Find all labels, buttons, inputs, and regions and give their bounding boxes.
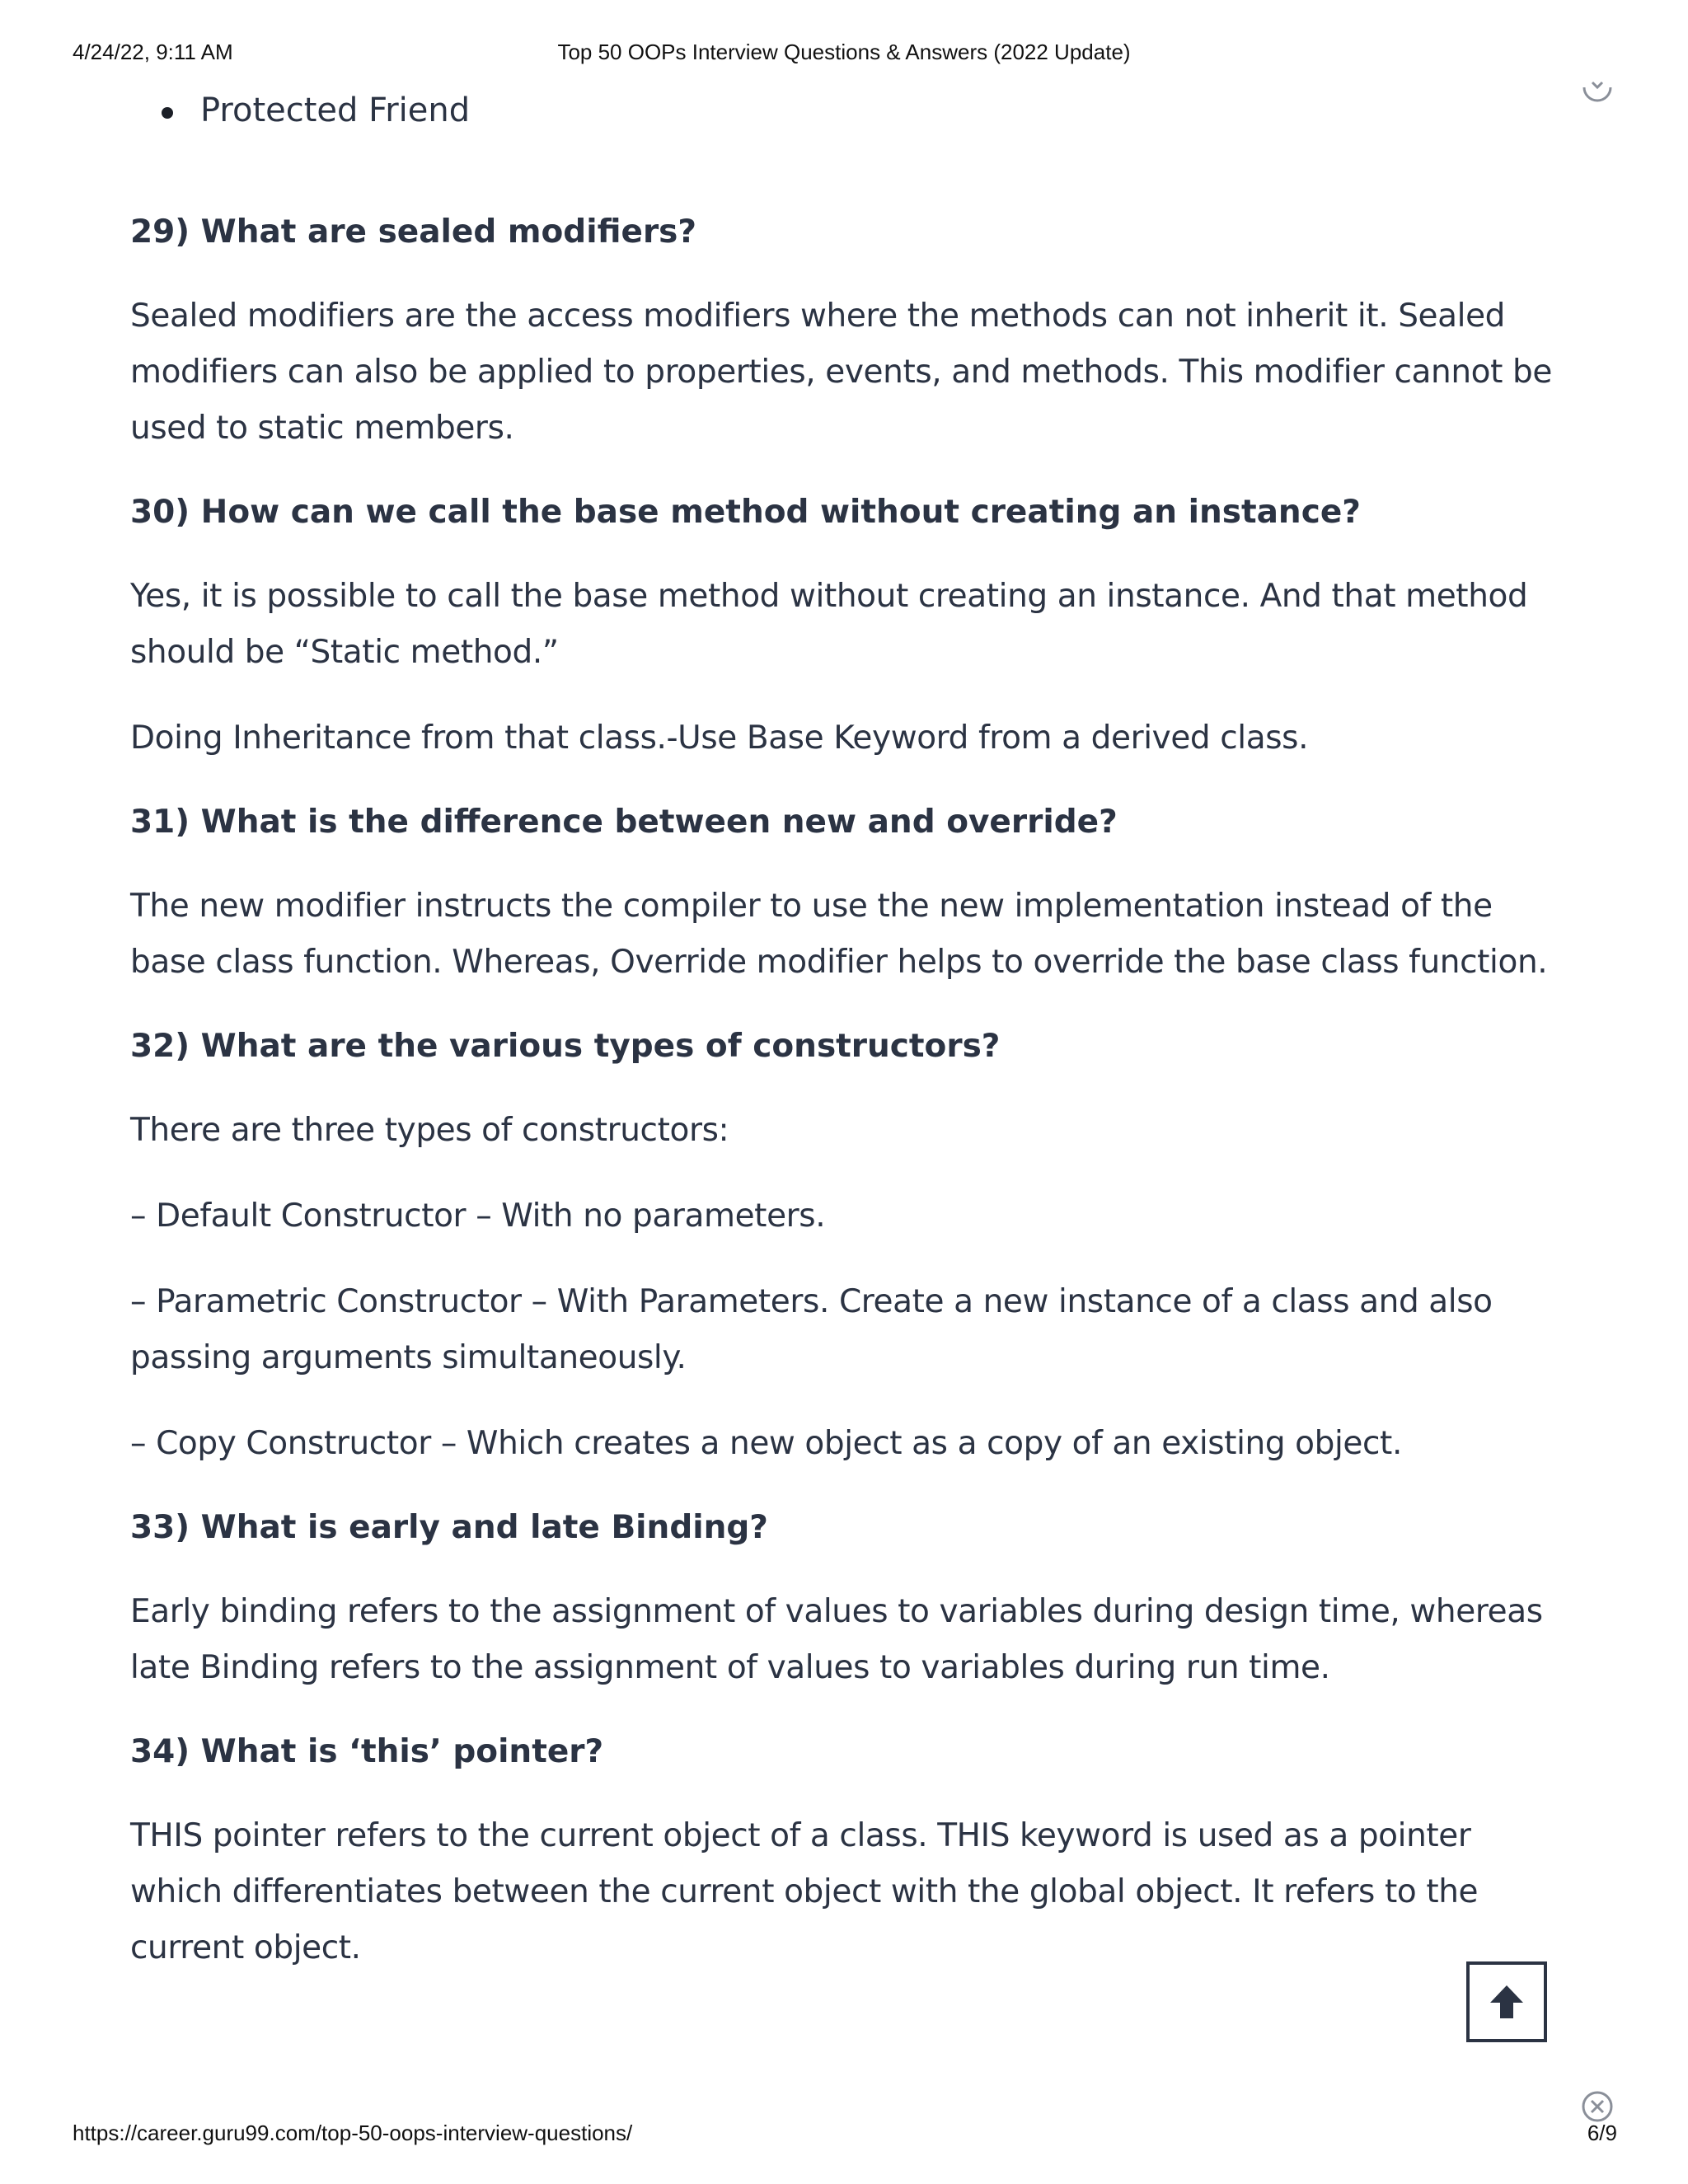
back-to-top-button[interactable]	[1466, 1961, 1547, 2042]
answer-paragraph: Doing Inheritance from that class.-Use Base Keyword from a derived class.	[130, 719, 1309, 757]
question-heading: 33) What is early and late Binding?	[130, 1509, 768, 1546]
question-29	[130, 209, 1564, 457]
question-heading: 34) What is ‘this’ pointer?	[130, 1733, 604, 1770]
question-heading: 31) What is the difference between new and override?	[130, 804, 1118, 841]
question-30	[130, 490, 1564, 766]
question-32	[130, 1024, 1564, 1472]
answer-paragraph: Early binding refers to the assignment of values to variables during design time, whereas late Binding refers to the assignment of values to variables during run time.	[130, 1593, 1543, 1686]
arrow-up-icon	[1486, 1981, 1527, 2022]
page-url: https://career.guru99.com/top-50-oops-interview-questions/	[73, 2121, 633, 2145]
question-heading: 29) What are sealed modifiers?	[130, 213, 697, 251]
question-33	[130, 1505, 1564, 1696]
print-datetime: 4/24/22, 9:11 AM	[73, 40, 233, 64]
constructor-type-item: – Default Constructor – With no parameters.	[130, 1197, 826, 1235]
answer-paragraph: The new modifier instructs the compiler to use the new implementation instead of the base class function. Whereas, Override modifier helps to override the base class function.	[130, 888, 1548, 981]
access-modifier-list	[130, 86, 1564, 135]
constructor-type-item: – Copy Constructor – Which creates a new object as a copy of an existing object.	[130, 1425, 1402, 1462]
page-number: 6/9	[1587, 2121, 1617, 2145]
question-heading: 32) What are the various types of constructors?	[130, 1028, 1001, 1065]
question-31	[130, 799, 1564, 991]
question-heading: 30) How can we call the base method without creating an instance?	[130, 494, 1361, 531]
article-content	[130, 86, 1564, 1976]
question-34	[130, 1729, 1564, 1976]
close-circle-icon[interactable]	[1581, 69, 1614, 102]
list-item: Protected Friend	[200, 86, 1564, 135]
answer-paragraph: Yes, it is possible to call the base method without creating an instance. And that method should be “Static method.”	[130, 578, 1528, 671]
answer-paragraph: There are three types of constructors:	[130, 1112, 729, 1149]
print-header	[0, 40, 1688, 68]
print-page-title: Top 50 OOPs Interview Questions & Answers (2022 Update)	[557, 40, 1131, 64]
print-footer	[0, 2121, 1688, 2149]
answer-paragraph: THIS pointer refers to the current object of a class. THIS keyword is used as a pointer which differentiates between the current object with the global object. It refers to the current object.	[130, 1817, 1479, 1966]
answer-paragraph: Sealed modifiers are the access modifiers where the methods can not inherit it. Sealed modifiers can also be applied to properties, events, and methods. This modifier cannot be used to static members.	[130, 298, 1552, 447]
close-circle-icon[interactable]	[1581, 2090, 1614, 2123]
constructor-type-item: – Parametric Constructor – With Parameters. Create a new instance of a class and also passing arguments simultaneously.	[130, 1283, 1493, 1376]
